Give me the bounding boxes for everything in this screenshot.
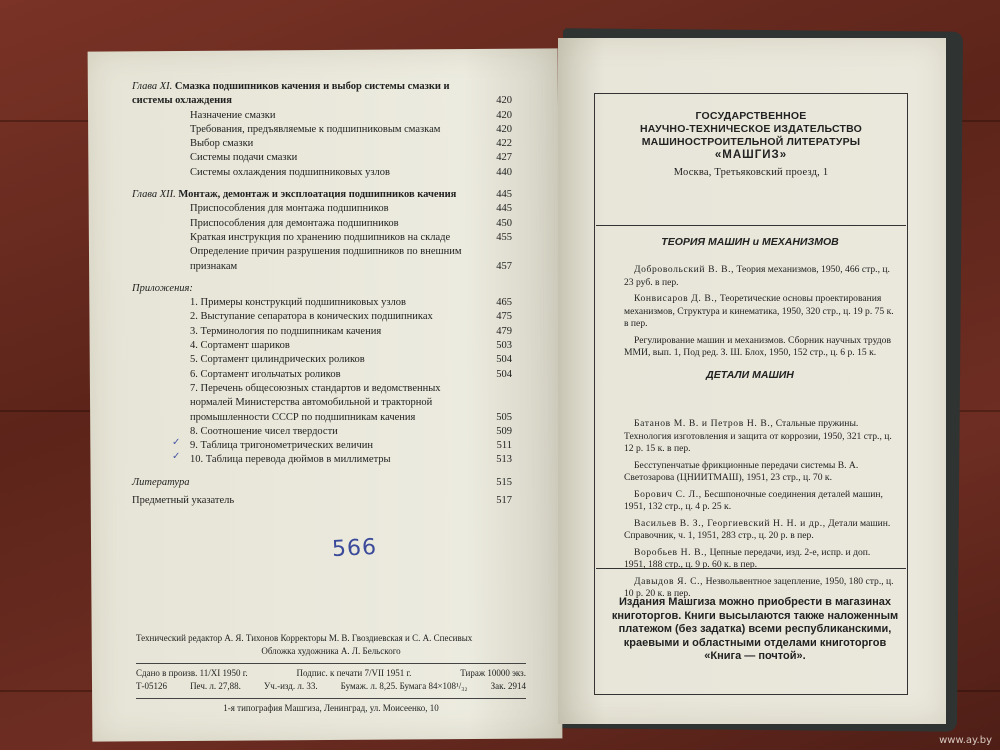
check-mark: ✓ (172, 437, 181, 448)
toc-page-number: 445 (496, 189, 512, 201)
book-entry: Добровольский В. В., Теория механизмов, 1950, 466 стр., ц. 23 руб. в пер. (624, 264, 890, 288)
book-entry: Давыдов Я. С., Незвольвентное зацепление, 1950, 180 стр., ц. 10 р. 20 к. в пер. (624, 575, 894, 599)
toc-page-number: 515 (496, 476, 512, 488)
divider (596, 568, 906, 569)
imprint-editors: Технический редактор А. Я. Тихонов Корректоры М. В. Гвоздиевская и С. А. Спесивых (136, 633, 473, 643)
imprint-row-2: Т-05126 Печ. л. 27,88. Уч.-изд. л. 33. Бумаж. л. 8,25. Бумага 84×108¹/₃₂ Зак. 2914 (136, 681, 526, 691)
toc-page-number: 509 (496, 425, 512, 437)
book-entry: Бесступенчатые фрикционные передачи системы В. А. Светозарова (ЦНИИТМАШ), 1951, 23 стр., ц. 70 к. (624, 459, 859, 483)
toc-row (132, 425, 512, 439)
check-mark: ✓ (172, 451, 181, 462)
toc-row (132, 245, 512, 274)
toc-title: Приложения: (132, 282, 193, 294)
toc-page-number: 440 (496, 166, 512, 178)
section-heading-theory: ТЕОРИЯ МАШИН и МЕХАНИЗМОВ (661, 236, 839, 248)
toc-page-number: 504 (496, 354, 512, 366)
toc-page-number: 445 (496, 203, 512, 215)
toc-title: Приспособления для демонтажа подшипников (190, 217, 399, 229)
toc-title: Глава XI. Смазка подшипников качения и выбор системы смазки и системы охлаждения (132, 81, 450, 107)
toc-page-number: 465 (496, 297, 512, 309)
toc-title: 10. Таблица перевода дюймов в миллиметры (190, 454, 391, 466)
section-heading-details: ДЕТАЛИ МАШИН (706, 369, 794, 381)
toc-page-number: 513 (496, 454, 512, 466)
toc-page-number: 511 (496, 440, 512, 452)
watermark: www.ay.by (939, 735, 992, 746)
toc-page-number: 420 (496, 95, 512, 107)
toc-title: Системы подачи смазки (190, 152, 298, 164)
toc-page-number: 427 (496, 152, 512, 164)
book-entry: Регулирование машин и механизмов. Сборник научных трудов ММИ, вып. 1, Под ред. З. Ш. Блох, 1950, 152 стр., ц. 6 р. 15 к. (624, 334, 891, 358)
toc-title: Системы охлаждения подшипниковых узлов (190, 166, 390, 178)
toc-row (132, 339, 512, 353)
book-entry: Батанов М. В. и Петров Н. В., Стальные пружины. Технология изготовления и защита от коррозии, 1950, 321 стр., ц. 12 р. 15 к. в пер. (624, 418, 892, 454)
toc-row (132, 325, 512, 339)
toc-row (132, 310, 512, 324)
toc-title: Литература (132, 476, 190, 488)
toc-title: Назначение смазки (190, 109, 276, 121)
toc-page-number: 505 (496, 411, 512, 423)
toc-title: 3. Терминология по подшипникам качения (190, 325, 382, 337)
imprint-row-1: Сдано в произв. 11/XI 1950 г. Подпис. к печати 7/VII 1951 г. Тираж 10000 экз. (136, 668, 526, 678)
toc-page-number: 420 (496, 109, 512, 121)
toc-row (132, 231, 512, 245)
publisher-header: ГОСУДАРСТВЕННОЕ НАУЧНО-ТЕХНИЧЕСКОЕ ИЗДАТЕЛЬСТВО МАШИНОСТРОИТЕЛЬНОЙ ЛИТЕРАТУРЫ «МАШГИЗ» Москва, Третьяковский проезд, 1 (606, 110, 896, 179)
toc-page-number: 420 (496, 123, 512, 135)
toc-row (132, 137, 512, 151)
toc-row (132, 282, 512, 296)
book-entry: Воробьев Н. В., Цепные передачи, изд. 2-е, испр. и доп. 1951, 188 стр., ц. 9 р. 60 к. в пер. (624, 546, 871, 570)
toc-row (132, 476, 512, 490)
toc-row (132, 109, 512, 123)
toc-row (132, 217, 512, 231)
toc-row (132, 368, 512, 382)
toc-title: 2. Выступание сепаратора в конических подшипниках (190, 311, 433, 323)
toc-title: 6. Сортамент игольчатых роликов (190, 368, 341, 380)
toc-page-number: 504 (496, 368, 512, 380)
table-of-contents (132, 80, 512, 508)
toc-title: 1. Примеры конструкций подшипниковых узлов (190, 297, 406, 309)
book-list-details (624, 418, 894, 605)
toc-page-number: 457 (496, 260, 512, 272)
toc-title: Определение причин разрушения подшипников по внешним признакам (190, 246, 462, 272)
publisher-address: Москва, Третьяковский проезд, 1 (673, 167, 829, 178)
toc-row (132, 296, 512, 310)
toc-row (132, 494, 512, 508)
book-list-theory (624, 264, 894, 364)
imprint (136, 632, 546, 715)
toc-page-number: 479 (496, 325, 512, 337)
toc-row (132, 453, 512, 467)
toc-row (132, 439, 512, 453)
imprint-printer: 1-я типография Машгиза, Ленинград, ул. Моисеенко, 10 (223, 703, 439, 713)
toc-row (132, 353, 512, 367)
toc-page-number: 422 (496, 138, 512, 150)
handwritten-number: 566 (331, 534, 378, 563)
toc-title: Предметный указатель (132, 495, 235, 507)
toc-title: Приспособления для монтажа подшипников (190, 203, 389, 215)
toc-title: Выбор смазки (190, 138, 254, 150)
book-entry: Борович С. Л., Бесшпоночные соединения деталей машин, 1951, 132 стр., ц. 4 р. 25 к. (624, 488, 883, 512)
toc-page-number: 517 (496, 495, 512, 507)
toc-title: 5. Сортамент цилиндрических роликов (190, 354, 365, 366)
toc-row (132, 166, 512, 180)
toc-title: 9. Таблица тригонометрических величин (190, 440, 373, 452)
toc-title: Глава XII. Монтаж, демонтаж и эксплоатация подшипников качения (132, 189, 457, 201)
toc-row (132, 202, 512, 216)
toc-title: 7. Перечень общесоюзных стандартов и ведомственных нормалей Министерства автомобильной и тракторной промышленности СССР по подшипникам качения (190, 382, 441, 423)
toc-row (132, 382, 512, 425)
toc-title: Требования, предъявляемые к подшипниковым смазкам (190, 123, 441, 135)
toc-title: Краткая инструкция по хранению подшипников на складе (190, 231, 451, 243)
toc-page-number: 455 (496, 231, 512, 243)
toc-title: 4. Сортамент шариков (190, 340, 290, 352)
toc-row (132, 188, 512, 202)
toc-row (132, 80, 512, 109)
toc-row (132, 123, 512, 137)
book-entry: Конвисаров Д. В., Теоретические основы проектирования механизмов, Структура и кинематика, 1950, 320 стр., ц. 19 р. 75 к. в пер. (624, 293, 894, 329)
book-entry: Васильев В. З., Георгиевский Н. Н. и др., Детали машин. Справочник, ч. 1, 1951, 283 стр., ц. 20 р. в пер. (624, 517, 891, 541)
toc-page-number: 475 (496, 311, 512, 323)
toc-page-number: 450 (496, 217, 512, 229)
imprint-cover-artist: Обложка художника А. Л. Бельского (261, 646, 401, 656)
toc-title: 8. Соотношение чисел твердости (190, 425, 338, 437)
toc-row (132, 151, 512, 165)
toc-page-number: 503 (496, 340, 512, 352)
notice-text: Издания Машгиза можно приобрести в магазинах книготоргов. Книги высылаются также наложенным платежом (без задатка) всеми республиканскими, краевыми и областными отделами книготоргов «Книга — почтой». (611, 596, 899, 662)
divider (596, 225, 906, 226)
